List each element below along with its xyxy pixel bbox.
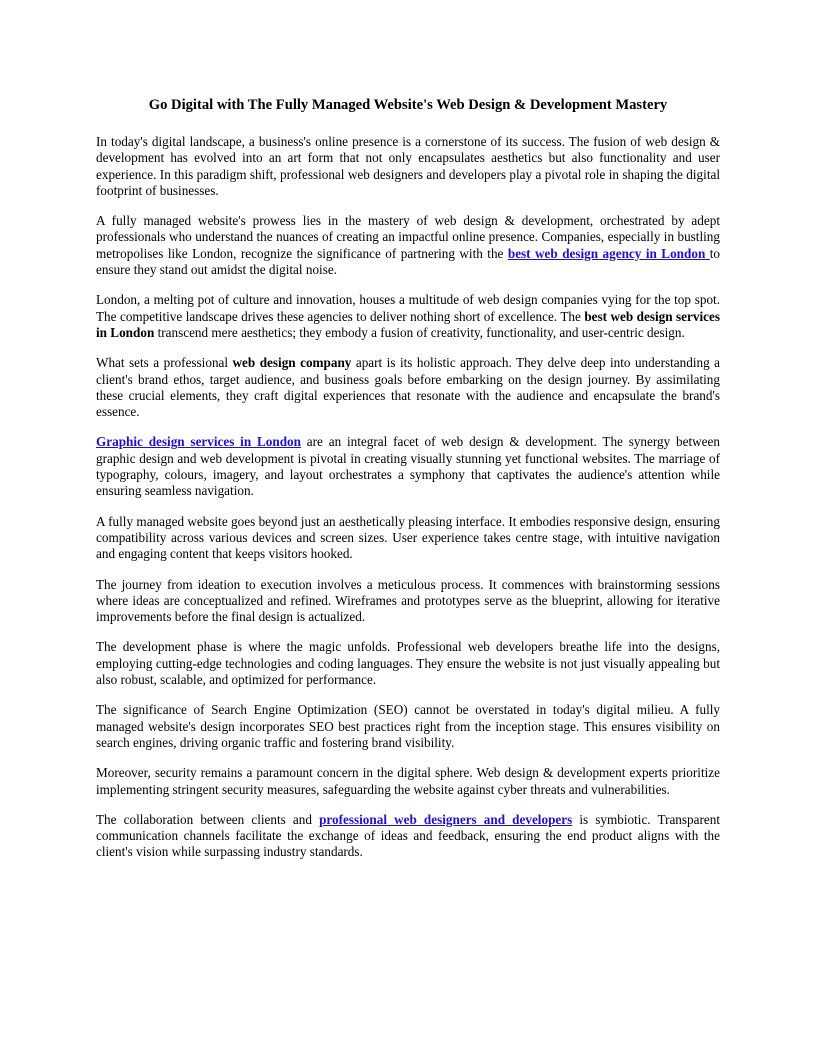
bold-web-design-company: web design company (232, 355, 352, 371)
paragraph-7: The journey from ideation to execution involves a meticulous process. It commences with brainstorming sessions where ideas are conceptualized and refined. Wireframes and prototypes serve as the blueprint, allowing for iterative improvements before the final design is actualized. (96, 576, 720, 625)
paragraph-8: The development phase is where the magic unfolds. Professional web developers breathe life into the designs, employing cutting-edge technologies and coding languages. They ensure the website is not just visually appealing but also robust, scalable, and optimized for performance. (96, 639, 720, 688)
paragraph-4-text-after: apart is its holistic approach. They delve deep into understanding a client's brand ethos, target audience, and business goals before embarking on the design journey. By assimilating these crucial elements, they craft digital experiences that resonate with the audience and encapsulate the brand's essence. (96, 355, 720, 420)
paragraph-11-text-after: is symbiotic. Transparent communication channels facilitate the exchange of ideas and feedback, ensuring the end product aligns with the client's vision while surpassing industry standards. (96, 811, 720, 860)
paragraph-6: A fully managed website goes beyond just an aesthetically pleasing interface. It embodies responsive design, ensuring compatibility across various devices and screen sizes. User experience takes centre stage, with intuitive navigation and engaging content that keeps visitors hooked. (96, 513, 720, 562)
bold-best-web-design-services: best web design services in London (96, 308, 720, 340)
paragraph-2 (96, 213, 720, 278)
document-page (96, 96, 720, 875)
paragraph-11-text-before: The collaboration between clients and (96, 811, 320, 827)
link-graphic-design-services-london[interactable]: Graphic design services in London (96, 434, 301, 450)
link-professional-web-designers-developers[interactable]: professional web designers and developers (319, 811, 573, 827)
link-best-web-design-agency-london[interactable]: best web design agency in London (507, 245, 710, 261)
paragraph-3 (96, 292, 720, 341)
paragraph-10: Moreover, security remains a paramount concern in the digital sphere. Web design & development experts prioritize implementing stringent security measures, safeguarding the website against cyber threats and vulnerabilities. (96, 765, 720, 797)
paragraph-5 (96, 434, 720, 499)
paragraph-4-text-before: What sets a professional (96, 355, 233, 371)
paragraph-5-text-after: are an integral facet of web design & development. The synergy between graphic design and web development is pivotal in creating visually stunning yet functional websites. The marriage of typography, colours, imagery, and layout orchestrates a symphony that captivates the audience's attention while ensuring seamless navigation. (96, 434, 720, 499)
document-title: Go Digital with The Fully Managed Website's Web Design & Development Mastery (148, 97, 668, 113)
paragraph-11 (96, 812, 720, 861)
paragraph-2-text-before: A fully managed website's prowess lies in the mastery of web design & development, orchestrated by adept professionals who understand the nuances of creating an impactful online presence. Companies, especially in bustling metropolises like London, recognize the significance of partnering with the (96, 213, 720, 261)
paragraph-2-text-after: to ensure they stand out amidst the digital noise. (96, 245, 721, 278)
paragraph-4 (96, 355, 720, 420)
paragraph-9: The significance of Search Engine Optimization (SEO) cannot be overstated in today's digital milieu. A fully managed website's design incorporates SEO best practices right from the inception stage. This ensures visibility on search engines, driving organic traffic and fostering brand visibility. (96, 702, 720, 750)
paragraph-1: In today's digital landscape, a business's online presence is a cornerstone of its success. The fusion of web design & development has evolved into an art form that not only encapsulates aesthetics but also functionality and user experience. In this paradigm shift, professional web designers and developers play a pivotal role in shaping the digital footprint of businesses. (96, 134, 720, 198)
paragraph-3-text-after: transcend mere aesthetics; they embody a fusion of creativity, functionality, and user-centric design. (154, 324, 685, 340)
paragraph-3-text-before: London, a melting pot of culture and innovation, houses a multitude of web design companies vying for the top spot. The competitive landscape drives these agencies to deliver nothing short of excellence. The (96, 292, 720, 324)
